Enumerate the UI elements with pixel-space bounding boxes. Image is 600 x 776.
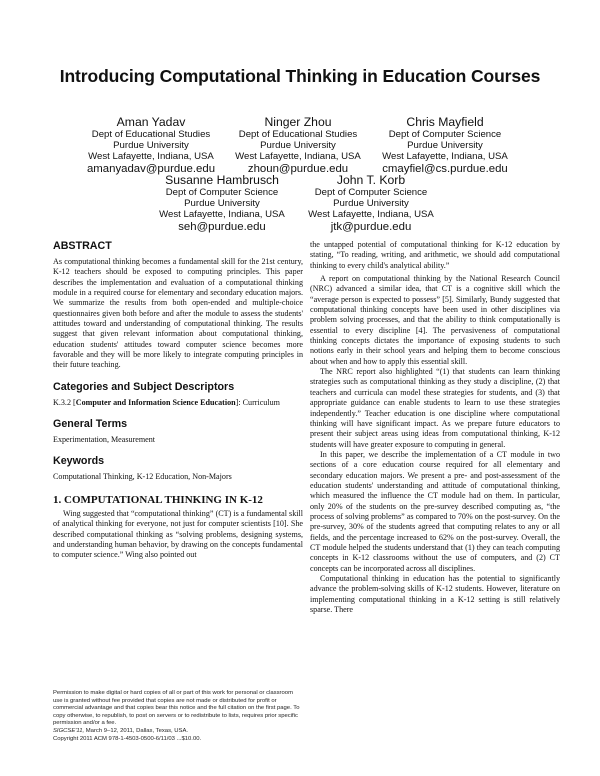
author-location: West Lafayette, Indiana, USA — [308, 209, 434, 221]
author-name: Aman Yadav — [116, 115, 186, 129]
author-university: Purdue University — [407, 140, 483, 152]
author-email: cmayfiel@cs.purdue.edu — [382, 162, 508, 175]
section-1-heading: 1. COMPUTATIONAL THINKING IN K-12 — [53, 493, 263, 506]
categories-code: K.3.2 [ — [53, 397, 76, 407]
conference-name: SIGCSE'11, — [53, 727, 85, 734]
author-dept: Dept of Computer Science — [314, 187, 428, 198]
categories-bold: Computer and Information Science Education — [75, 397, 236, 407]
left-column — [53, 240, 303, 561]
author-dept: Dept of Computer Science — [165, 187, 279, 198]
author-location: West Lafayette, Indiana, USA — [88, 151, 214, 163]
paragraph: The NRC report also highlighted “(1) that students can learn thinking strategies such as computational thinking as they study a discipline, (2) that teachers and curricula can model these strategies for students, and (3) that appropriate guidance can enable students to learn to use these strategies independently.” Teacher education is one discipline where computational thinking will have significant impact. As we prepare future educators to present their subject areas using ideas from computational thinking, K-12 students will have greater exposure to computing in general. — [310, 367, 560, 449]
author-location: West Lafayette, Indiana, USA — [235, 151, 361, 163]
author-dept: Dept of Educational Studies — [91, 129, 211, 140]
author-block — [350, 115, 540, 176]
conference-line — [53, 728, 303, 736]
author-dept: Dept of Computer Science — [388, 129, 502, 140]
author-email: seh@purdue.edu — [178, 220, 266, 233]
general-terms-heading: General Terms — [53, 418, 128, 431]
author-email: zhoun@purdue.edu — [247, 162, 349, 175]
author-name: John T. Korb — [336, 173, 406, 187]
author-email: amanyadav@purdue.edu — [86, 162, 216, 175]
categories-rest: ]: Curriculum — [235, 397, 280, 407]
categories-heading: Categories and Subject Descriptors — [53, 380, 235, 393]
conference-details: March 9–12, 2011, Dallas, Texas, USA. — [84, 727, 189, 734]
author-name: Chris Mayfield — [406, 115, 484, 129]
right-column — [310, 240, 560, 615]
author-dept: Dept of Educational Studies — [238, 129, 358, 140]
abstract-heading: ABSTRACT — [53, 240, 112, 252]
author-name: Ninger Zhou — [264, 115, 332, 129]
copyright-footnote — [53, 690, 303, 743]
author-name: Susanne Hambrusch — [165, 173, 279, 187]
paper-title: Introducing Computational Thinking in Education Courses — [59, 66, 541, 86]
paragraph: the untapped potential of computational thinking for K-12 education by stating, “To reading, writing, and arithmetic, we should add computational thinking to every child's analytical ability.” — [310, 240, 560, 270]
author-email: jtk@purdue.edu — [330, 220, 412, 233]
permission-text: Permission to make digital or hard copies of all or part of this work for personal or classroom use is granted without fee provided that copies are not made or distributed for profit or commercial advantage and that copies bear this notice and the full citation on the first page. To copy otherwise, to republish, to post on servers or to redistribute to lists, requires prior specific permission and/or a fee. — [53, 690, 300, 727]
author-university: Purdue University — [184, 198, 260, 210]
author-block — [276, 173, 466, 234]
keywords-heading: Keywords — [53, 455, 105, 468]
section-1-text: Wing suggested that “computational thinking” (CT) is a fundamental skill of analytical thinking for everyone, not just for computer scientists [10]. She described computational thinking as “solving problems, designing systems, and understanding human behavior, by drawing on the concepts fundamental to computer science.” Wing also pointed out — [53, 508, 303, 560]
categories-text — [53, 398, 303, 408]
paragraph: A report on computational thinking by the National Research Council (NRC) advanced a similar idea, that CT is a cognitive skill which the “average person is expected to possess” [5]. Similarly, Bundy suggested that computational thinking concepts have been used in other disciplines via problem solving processes, and that the ability to think computationally is essential to every discipline [4]. The pervasiveness of computational thinking concepts dictates the importance of exposing students to such notions early in their school years and helping them to become conscious about when and how to apply this essential skill. — [310, 274, 560, 366]
keywords-text: Computational Thinking, K-12 Education, Non-Majors — [53, 472, 232, 482]
author-university: Purdue University — [113, 140, 189, 152]
author-location: West Lafayette, Indiana, USA — [382, 151, 508, 163]
paragraph: Computational thinking in education has the potential to significantly advance the problem-solving skills of K-12 students. However, literature on implementing computational thinking in a K-12 setting is still relatively sparse. There — [310, 574, 560, 615]
abstract-text: As computational thinking becomes a fundamental skill for the 21st century, K-12 teachers should be exposed to computing principles. This paper describes the implementation and evaluation of a computational thinking module in a required course for elementary and secondary education majors. We summarize the results from both open-ended and multiple-choice questionnaires given both before and after the module to assess the students' attitudes toward and understanding of computational thinking. The results suggest that given relevant information about computational thinking, education students' attitudes toward computer science becomes more favorable and they will be more likely to integrate computing principles in their future teaching. — [53, 257, 303, 370]
author-university: Purdue University — [333, 198, 409, 210]
author-university: Purdue University — [260, 140, 336, 152]
copyright-line: Copyright 2011 ACM 978-1-4503-0500-6/11/03 ...$10.00. — [53, 735, 202, 742]
author-location: West Lafayette, Indiana, USA — [159, 209, 285, 221]
paragraph: In this paper, we describe the implementation of a CT module in two sections of a core education course required for all elementary and secondary education majors. We present a pre- and post-assessment of the education students' understanding and attitude of computational thinking, which measured the influence the CT module had on them. In particular, only 20% of the students on the pre-survey described computing as, “the process of solving problems” as compared to 70% on the post-survey. On the pre-survey, 30% of the students agreed that computing relates to any or all fields, and the percentage increased to 62% on the post-survey. Overall, the CT module helped the students understand that (1) they can teach computing concepts in K-12 classrooms without the use of computers, and (2) CT concepts can be incorporated across all disciplines. — [310, 449, 560, 573]
general-terms-text: Experimentation, Measurement — [53, 435, 156, 445]
